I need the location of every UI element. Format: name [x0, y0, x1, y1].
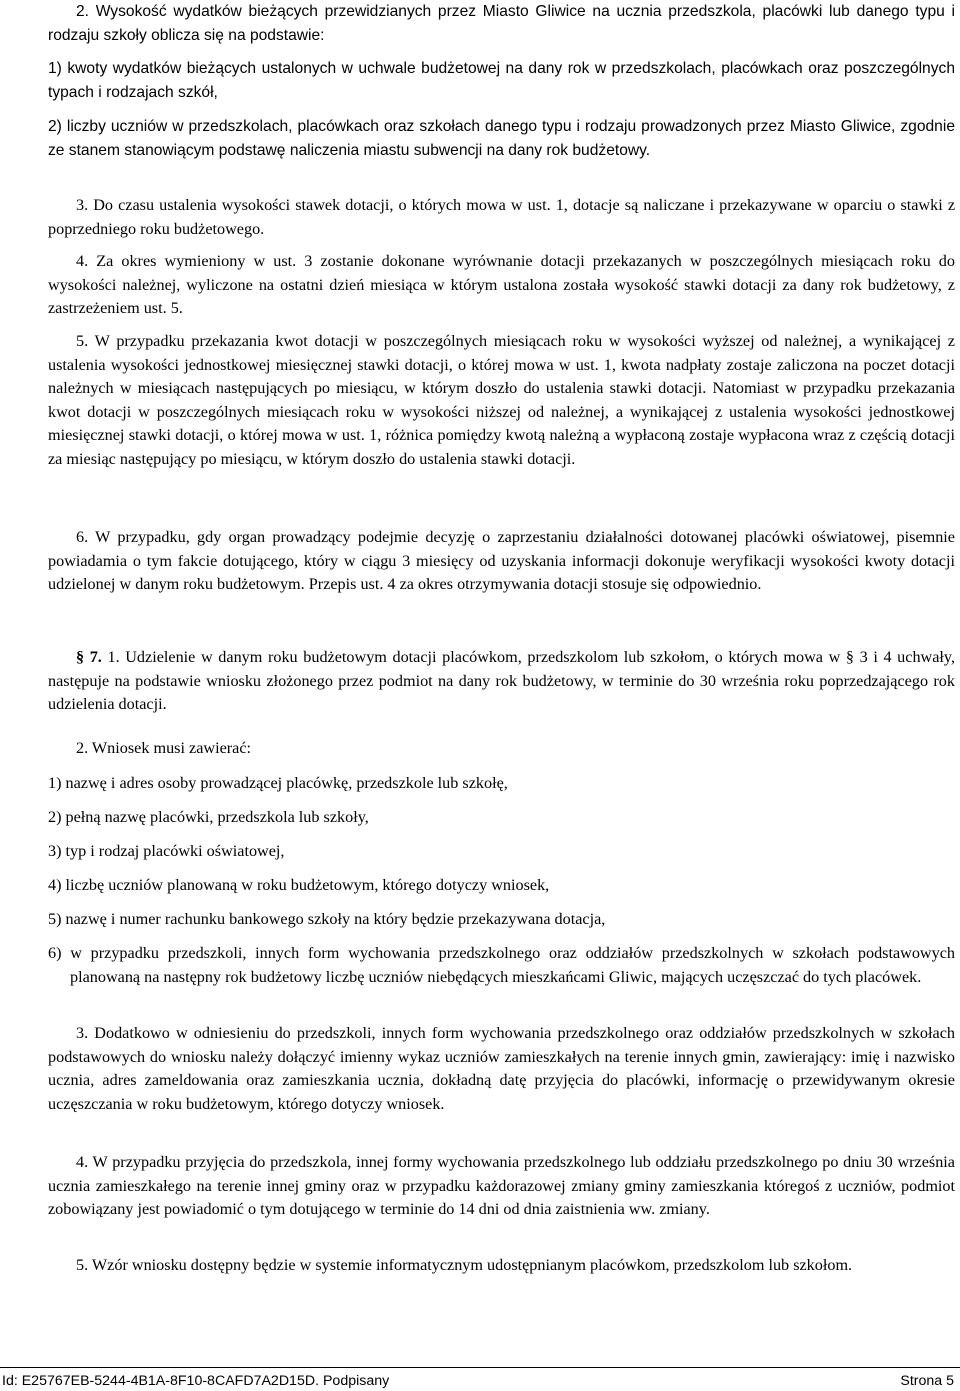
required-item-3: 3) typ i rodzaj placówki oświatowej, — [48, 842, 285, 860]
required-item-5: 5) nazwę i numer rachunku bankowego szkoły na który będzie przekazywana dotacja, — [48, 910, 606, 928]
list-item-2: 2) liczby uczniów w przedszkolach, placówkach oraz szkołach danego typu i rodzaju prowadzonych przez Miasto Gliwice, zgodnie ze stanem stanowiącym podstawę naliczenia miastu subwencji na dany rok budżetowy. — [48, 118, 955, 159]
section-7-paragraph-5: 5. Wzór wniosku dostępny będzie w systemie informatycznym udostępnianym placówkom, przedszkolom lub szkołom. — [76, 1256, 853, 1274]
section-7-paragraph-3: 3. Dodatkowo w odniesieniu do przedszkoli, innych form wychowania przedszkolnego oraz oddziałów przedszkolnych w szkołach podstawowych do wniosku należy dołączyć imienny wykaz uczniów zamieszkałych na terenie innych gmin, zawierający: imię i nazwisko ucznia, adres zameldowania oraz zamieszkania ucznia, dokładną datę przyjęcia do placówki, informację o przewidywanym okresie uczęszczania w roku budżetowym, którego dotyczy wniosek. — [48, 1024, 955, 1113]
page-number: Strona 5 — [900, 1373, 954, 1389]
required-item-2: 2) pełną nazwę placówki, przedszkola lub szkoły, — [48, 808, 369, 826]
footer-divider — [0, 1367, 960, 1368]
paragraph-3: 3. Do czasu ustalenia wysokości stawek dotacji, o których mowa w ust. 1, dotacje są naliczane i przekazywane w oparciu o stawki z poprzedniego roku budżetowego. — [48, 196, 955, 238]
section-number: § 7. — [76, 648, 102, 666]
section-7-paragraph-1: § 7. 1. Udzielenie w danym roku budżetowym dotacji placówkom, przedszkolom lub szkołom, o których mowa w § 3 i 4 uchwały, następuje na podstawie wniosku złożonego przez podmiot na dany rok budżetowy, w terminie do 30 września roku poprzedzającego rok udzielenia dotacji. — [48, 648, 955, 713]
paragraph-2-basis: 2. Wysokość wydatków bieżących przewidzianych przez Miasto Gliwice na ucznia przedszkola, placówki lub danego typu i rodzaju szkoły oblicza się na podstawie: — [48, 3, 955, 44]
section-7-paragraph-4: 4. W przypadku przyjęcia do przedszkola, innej formy wychowania przedszkolnego lub oddziału przedszkolnego po dniu 30 września ucznia zamieszkałego na terenie innej gminy oraz w przypadku każdorazowej zmiany gminy zamieszkania któregoś z uczniów, podmiot zobowiązany jest powiadomić o tym dotującego w terminie do 14 dni od dnia zaistnienia ww. zmiany. — [48, 1153, 955, 1218]
paragraph-4: 4. Za okres wymieniony w ust. 3 zostanie dokonane wyrównanie dotacji przekazanych w poszczególnych miesiącach roku do wysokości należnej, wyliczone na ostatni dzień miesiąca w którym ustalona została wysokość stawki dotacji za dany rok budżetowy, z zastrzeżeniem ust. 5. — [48, 252, 955, 317]
section-7-paragraph-2: 2. Wniosek musi zawierać: — [76, 739, 252, 757]
list-item-1: 1) kwoty wydatków bieżących ustalonych w uchwale budżetowej na dany rok w przedszkolach, placówkach oraz poszczególnych typach i rodzajach szkół, — [48, 60, 955, 101]
paragraph-6: 6. W przypadku, gdy organ prowadzący podejmie decyzję o zaprzestaniu działalności dotowanej placówki oświatowej, pisemnie powiadamia o tym fakcie dotującego, który w ciągu 3 miesięcy od uzyskania informacji dokonuje weryfikacji wysokości kwoty dotacji udzielonej w danym roku budżetowym. Przepis ust. 4 za okres otrzymywania dotacji stosuje się odpowiednio. — [48, 528, 955, 593]
document-id: Id: E25767EB-5244-4B1A-8F10-8CAFD7A2D15D. Podpisany — [2, 1373, 390, 1389]
required-item-4: 4) liczbę uczniów planowaną w roku budżetowym, którego dotyczy wniosek, — [48, 876, 550, 894]
paragraph-5: 5. W przypadku przekazania kwot dotacji w poszczególnych miesiącach roku w wysokości wyższej od należnej, a wynikającej z ustalenia wysokości jednostkowej miesięcznej stawki dotacji, o której mowa w ust. 1, kwota nadpłaty zostaje zaliczona na poczet dotacji należnych w miesiącach następujących po miesiącu, w którym doszło do ustalenia stawki dotacji. Natomiast w przypadku przekazania kwot dotacji w poszczególnych miesiącach roku w wysokości niższej od należnej, a wynikającej z ustalenia wysokości jednostkowej miesięcznej stawki dotacji, o której mowa w ust. 1, różnica pomiędzy kwotą należną a wypłaconą zostaje wypłacona wraz z częścią dotacji za miesiąc następujący po miesiącu, w którym doszło do ustalenia stawki dotacji. — [48, 332, 955, 468]
required-item-1: 1) nazwę i adres osoby prowadzącej placówkę, przedszkole lub szkołę, — [48, 774, 508, 792]
required-item-6: 6) w przypadku przedszkoli, innych form wychowania przedszkolnego oraz oddziałów przedszkolnych w szkołach podstawowych planowaną na następny rok budżetowy liczbę uczniów niebędących mieszkańcami Gliwic, mających uczęszczać do tych placówek. — [48, 944, 955, 986]
